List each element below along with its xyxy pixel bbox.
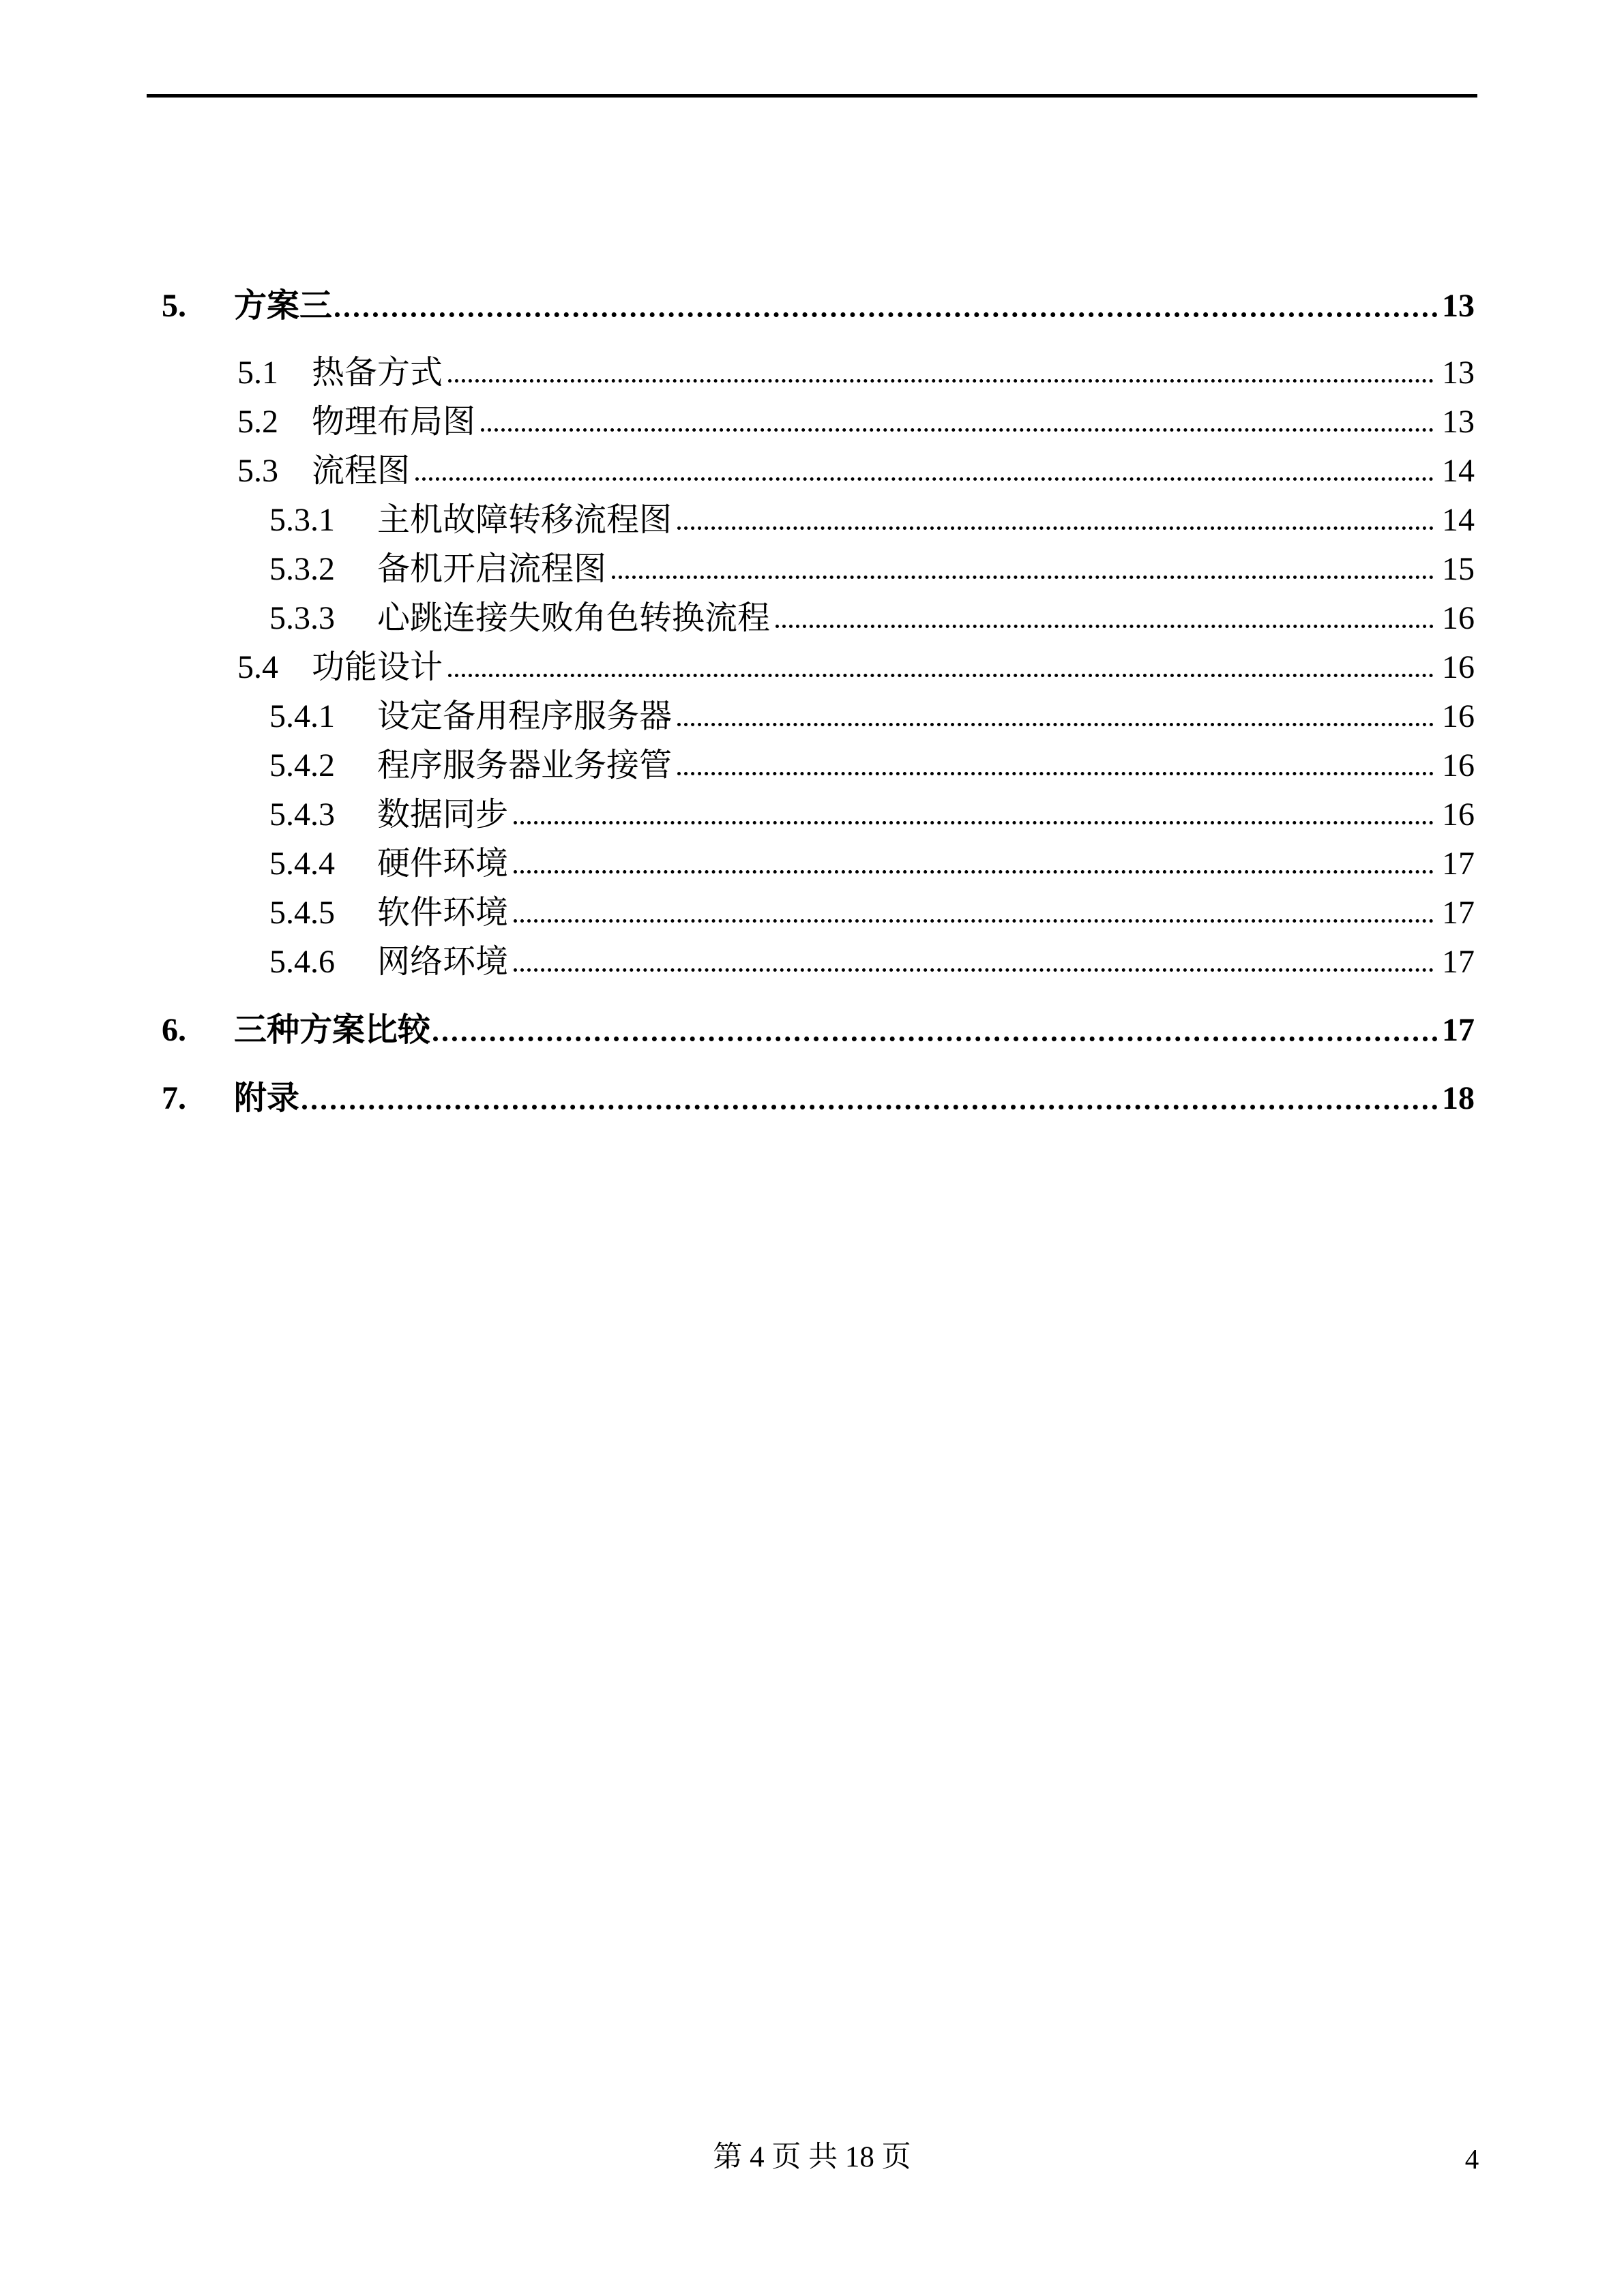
toc-entry-number: 5.3 xyxy=(237,453,278,489)
toc-entry-title: 网络环境 xyxy=(377,944,509,980)
toc-entry-title: 主机故障转移流程图 xyxy=(377,502,673,538)
toc-entry-title: 心跳连接失败角色转换流程 xyxy=(377,600,771,636)
toc-entry[interactable] xyxy=(162,938,1475,987)
toc-entry-page: 17 xyxy=(1442,895,1475,931)
toc-entry[interactable] xyxy=(162,889,1475,938)
toc-leader-dots xyxy=(776,625,1434,628)
toc-leader-dots xyxy=(448,379,1434,383)
toc-entry-number: 6. xyxy=(162,1012,186,1048)
toc-entry-number: 5.4 xyxy=(237,649,278,685)
footer-page-number: 4 xyxy=(1464,2143,1479,2175)
toc-entry-page: 18 xyxy=(1442,1080,1475,1116)
toc-entry-page: 14 xyxy=(1442,502,1475,538)
toc-entry-number: 5. xyxy=(162,288,186,324)
toc-entry-title: 程序服务器业务接管 xyxy=(377,747,673,784)
toc-entry[interactable] xyxy=(162,1074,1475,1123)
toc-leader-dots xyxy=(335,312,1438,317)
toc-leader-dots xyxy=(448,674,1434,677)
toc-entry-number: 5.4.5 xyxy=(269,895,335,931)
toc-leader-dots xyxy=(514,968,1434,972)
toc-entry-number: 5.4.1 xyxy=(269,698,335,734)
toc-entry-number: 7. xyxy=(162,1080,186,1116)
toc-entry-page: 17 xyxy=(1442,1012,1475,1048)
toc-leader-dots xyxy=(677,772,1434,775)
toc-entry-number: 5.4.2 xyxy=(269,747,335,784)
toc-entry-title: 硬件环境 xyxy=(377,846,509,882)
footer-page-indicator: 第 4 页 共 18 页 xyxy=(713,2141,911,2173)
toc-entry-number: 5.3.2 xyxy=(269,551,335,587)
toc-entry-number: 5.3.3 xyxy=(269,600,335,636)
toc-entry-title: 流程图 xyxy=(312,453,411,489)
toc-entry-page: 15 xyxy=(1442,551,1475,587)
toc-entry[interactable] xyxy=(162,545,1475,594)
toc-entry-page: 16 xyxy=(1442,649,1475,685)
toc-leader-dots xyxy=(514,919,1434,923)
toc-entry[interactable] xyxy=(162,643,1475,692)
toc-entry-title: 三种方案比较 xyxy=(234,1012,431,1048)
toc-entry-page: 13 xyxy=(1442,288,1475,324)
table-of-contents xyxy=(162,282,1475,1141)
toc-entry-page: 17 xyxy=(1442,944,1475,980)
toc-leader-dots xyxy=(433,1037,1438,1041)
toc-leader-dots xyxy=(302,1105,1438,1109)
toc-entry[interactable] xyxy=(162,1006,1475,1055)
toc-entry-title: 物理布局图 xyxy=(312,404,476,440)
toc-entry-page: 17 xyxy=(1442,846,1475,882)
toc-leader-dots xyxy=(481,428,1434,432)
toc-entry-page: 16 xyxy=(1442,796,1475,833)
toc-entry-title: 设定备用程序服务器 xyxy=(377,698,673,734)
toc-entry-number: 5.4.4 xyxy=(269,846,335,882)
toc-entry[interactable] xyxy=(162,282,1475,331)
toc-entry[interactable] xyxy=(162,398,1475,447)
toc-entry[interactable] xyxy=(162,496,1475,545)
toc-entry-page: 13 xyxy=(1442,404,1475,440)
header-rule xyxy=(147,94,1477,98)
toc-entry[interactable] xyxy=(162,594,1475,643)
toc-entry-page: 16 xyxy=(1442,698,1475,734)
toc-entry-title: 功能设计 xyxy=(312,649,443,685)
toc-leader-dots xyxy=(612,576,1434,579)
toc-entry-number: 5.3.1 xyxy=(269,502,335,538)
toc-entry-page: 16 xyxy=(1442,600,1475,636)
toc-entry-page: 13 xyxy=(1442,355,1475,391)
toc-entry-number: 5.2 xyxy=(237,404,278,440)
toc-entry-number: 5.1 xyxy=(237,355,278,391)
toc-entry[interactable] xyxy=(162,447,1475,496)
toc-entry-number: 5.4.6 xyxy=(269,944,335,980)
toc-leader-dots xyxy=(677,723,1434,726)
toc-leader-dots xyxy=(514,870,1434,874)
toc-entry-page: 14 xyxy=(1442,453,1475,489)
toc-entry-title: 软件环境 xyxy=(377,895,509,931)
toc-entry-number: 5.4.3 xyxy=(269,796,335,833)
toc-entry-title: 附录 xyxy=(234,1080,300,1116)
toc-leader-dots xyxy=(677,526,1434,530)
toc-entry[interactable] xyxy=(162,741,1475,790)
toc-entry-title: 方案三 xyxy=(234,288,333,324)
toc-leader-dots xyxy=(415,477,1434,481)
toc-entry-title: 数据同步 xyxy=(377,796,509,833)
toc-leader-dots xyxy=(514,821,1434,824)
toc-entry[interactable] xyxy=(162,348,1475,398)
toc-entry-title: 热备方式 xyxy=(312,355,443,391)
toc-entry-title: 备机开启流程图 xyxy=(377,551,607,587)
toc-entry-page: 16 xyxy=(1442,747,1475,784)
toc-entry[interactable] xyxy=(162,692,1475,741)
toc-entry[interactable] xyxy=(162,790,1475,839)
toc-entry[interactable] xyxy=(162,839,1475,889)
